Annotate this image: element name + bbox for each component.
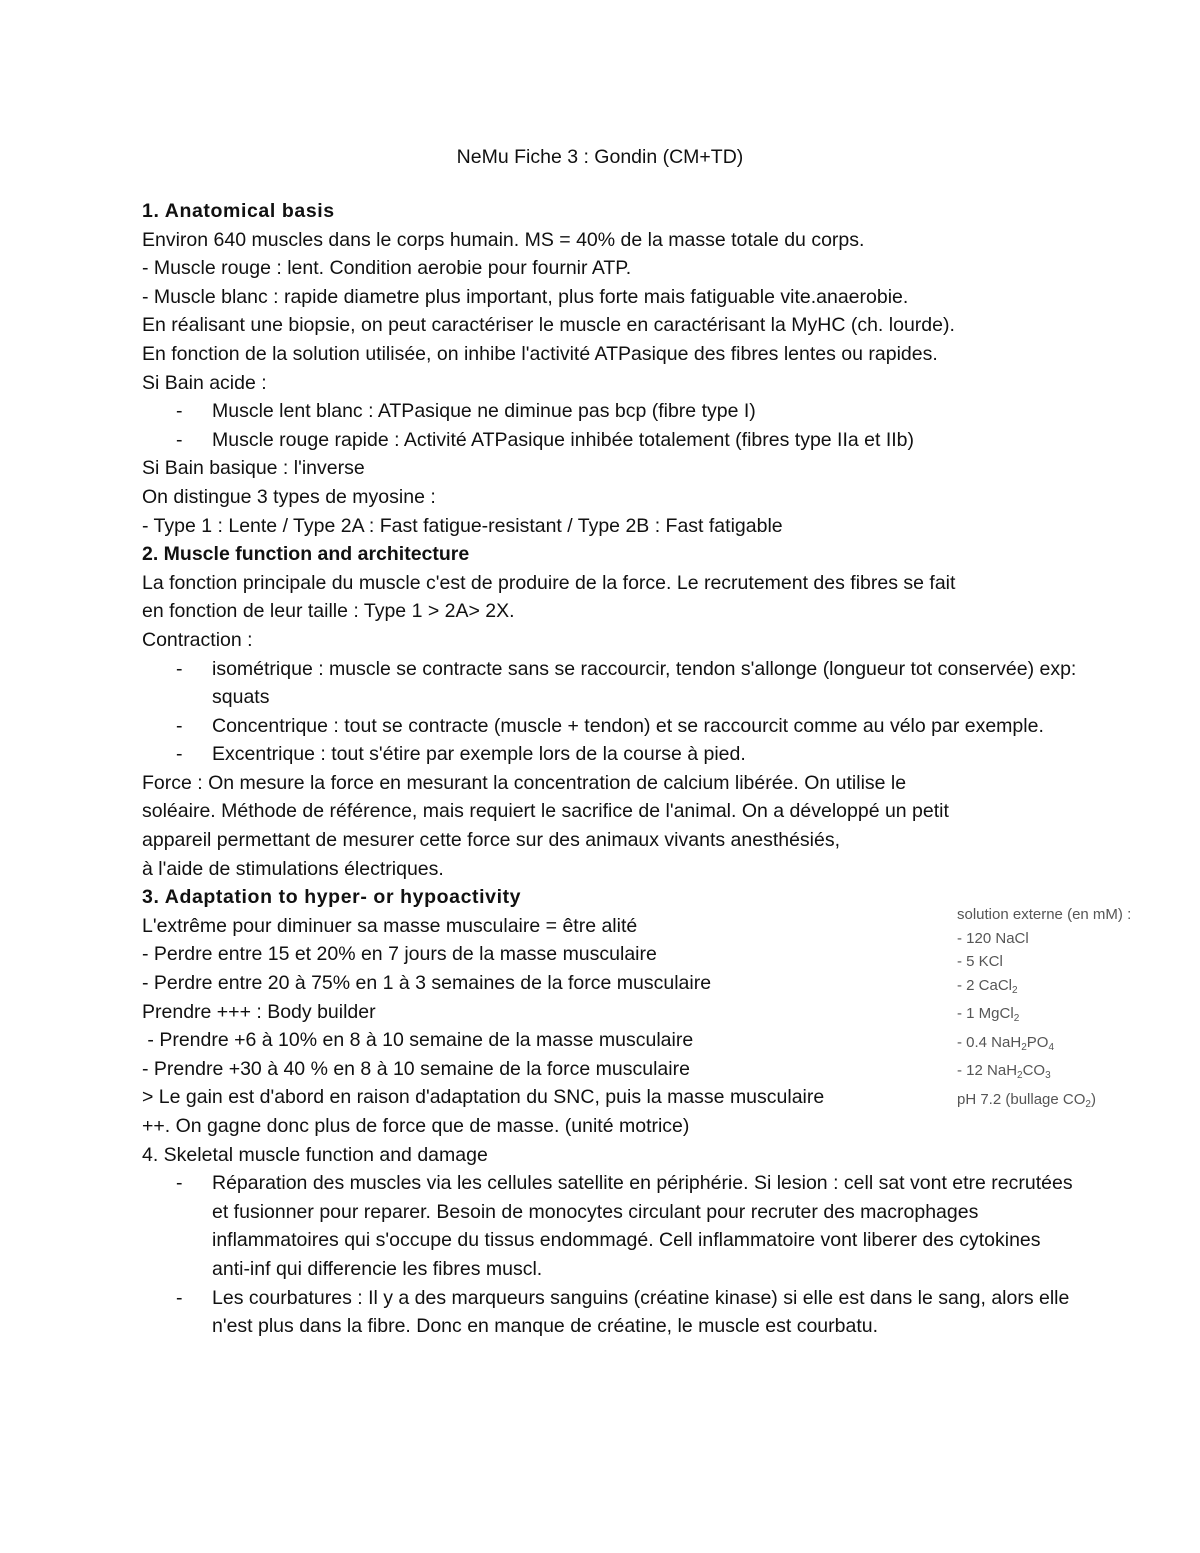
section-3-heading: 3. Adaptation to hyper- or hypoactivity — [142, 886, 522, 909]
list-item — [142, 1284, 1082, 1341]
list-item — [142, 1169, 1082, 1283]
paragraph-line: > Le gain est d'abord en raison d'adaptation du SNC, puis la masse musculaire — [142, 1086, 825, 1109]
paragraph-line: Si Bain basique : l'inverse — [142, 457, 365, 480]
paragraph-line: Contraction : — [142, 628, 253, 651]
bullet-dash: - — [176, 743, 183, 766]
paragraph-line: - Muscle rouge : lent. Condition aerobie pour fournir ATP. — [142, 257, 632, 280]
paragraph-line: soléaire. Méthode de référence, mais requiert le sacrifice de l'animal. On a développé un petit — [142, 800, 949, 823]
paragraph-line: L'extrême pour diminuer sa masse musculaire = être alité — [142, 914, 638, 937]
solution-item: - 12 $NaH_2CO_3$ — [957, 1062, 1051, 1081]
section-4-heading: 4. Skeletal muscle function and damage — [142, 1143, 488, 1166]
solution-note — [957, 903, 1187, 1116]
paragraph-line: ++. On gagne donc plus de force que de masse. (unité motrice) — [142, 1115, 690, 1137]
list-item — [142, 397, 1082, 426]
list-item-text: Concentrique : tout se contracte (muscle + tendon) et se raccourcit comme au vélo par exemple. — [212, 714, 1044, 737]
paragraph-line: Si Bain acide : — [142, 371, 267, 394]
paragraph-line: On distingue 3 types de myosine : — [142, 485, 436, 508]
paragraph-line: En réalisant une biopsie, on peut caractériser le muscle en caractérisant la MyHC (ch. lourde). — [142, 314, 955, 337]
paragraph-line: - Prendre +6 à 10% en 8 à 10 semaine de la masse musculaire — [142, 1029, 694, 1052]
solution-item: - 2 CaCl$_2$ — [957, 976, 1018, 996]
solution-note-title: solution externe (en mM) : — [957, 906, 1132, 923]
paragraph-line: - Perdre entre 15 et 20% en 7 jours de la masse musculaire — [142, 943, 657, 966]
paragraph-line: La fonction principale du muscle c'est de produire de la force. Le recrutement des fibres se fait — [142, 571, 956, 594]
list-item-text: Excentrique : tout s'étire par exemple lors de la course à pied. — [212, 743, 746, 766]
bullet-dash: - — [176, 657, 183, 680]
section-1-heading: 1. Anatomical basis — [142, 200, 335, 222]
list-item — [142, 426, 1082, 455]
bullet-dash: - — [176, 1286, 183, 1309]
paragraph-line: appareil permettant de mesurer cette force sur des animaux vivants anesthésiés, — [142, 829, 841, 852]
paragraph-line: à l'aide de stimulations électriques. — [142, 857, 444, 880]
paragraph-line: - Prendre +30 à 40 % en 8 à 10 semaine de la force musculaire — [142, 1057, 690, 1080]
list-item-text: Muscle rouge rapide : Activité ATPasique inhibée totalement (fibres type IIa et IIb) — [212, 428, 915, 451]
solution-item: - 120 NaCl — [957, 929, 1029, 947]
solution-ph: pH 7.2 (bullage $CO_2$) — [957, 1090, 1096, 1110]
list-item-text: isométrique : muscle se contracte sans se raccourcir, tendon s'allonge (longueur tot conservée) exp: squats — [212, 657, 1077, 709]
paragraph-line: - Muscle blanc : rapide diametre plus important, plus forte mais fatiguable vite.anaerobie. — [142, 285, 909, 308]
document-body — [142, 197, 1082, 1341]
paragraph-line: Force : On mesure la force en mesurant la concentration de calcium libérée. On utilise le — [142, 771, 907, 794]
section-2-heading: 2. Muscle function and architecture — [142, 543, 470, 566]
list-item — [142, 712, 1082, 741]
paragraph-line: en fonction de leur taille : Type 1 > 2A> 2X. — [142, 600, 515, 623]
bullet-dash: - — [176, 714, 183, 737]
solution-item: - 1 MgCl$_2$ — [957, 1005, 1020, 1024]
list-item-text: Muscle lent blanc : ATPasique ne diminue pas bcp (fibre type I) — [212, 400, 756, 423]
paragraph-line: Environ 640 muscles dans le corps humain. MS = 40% de la masse totale du corps. — [142, 228, 865, 251]
paragraph-line: - Type 1 : Lente / Type 2A : Fast fatigue-resistant / Type 2B : Fast fatigable — [142, 514, 783, 537]
bullet-dash: - — [176, 1172, 183, 1195]
list-item-text: Les courbatures : Il y a des marqueurs sanguins (créatine kinase) si elle est dans le sang, alors elle n'est plus dans la fibre. Donc en manque de créatine, le muscle est courbatu. — [212, 1286, 1070, 1338]
solution-item: - 5 KCl — [957, 953, 1003, 970]
paragraph-line: - Perdre entre 20 à 75% en 1 à 3 semaines de la force musculaire — [142, 972, 712, 995]
list-item — [142, 740, 1082, 769]
solution-item: - 0.4 $NaH_2PO_4$ — [957, 1033, 1055, 1053]
list-item-text: Réparation des muscles via les cellules satellite en périphérie. Si lesion : cell sat vont etre recrutées et fusionner pour reparer. Besoin de monocytes circulant pour recruter des macrophages inflammatoires qui s'occupe du tissus endommagé. Cell inflammatoire vont liberer des cytokines anti-inf qui differencie les fibres muscl. — [212, 1172, 1073, 1280]
bullet-dash: - — [176, 400, 183, 423]
paragraph-line: En fonction de la solution utilisée, on inhibe l'activité ATPasique des fibres lentes ou rapides. — [142, 342, 938, 365]
list-item — [142, 655, 1082, 712]
document-title: NeMu Fiche 3 : Gondin (CM+TD) — [456, 146, 744, 168]
paragraph-line: Prendre +++ : Body builder — [142, 1000, 376, 1023]
bullet-dash: - — [176, 428, 183, 451]
